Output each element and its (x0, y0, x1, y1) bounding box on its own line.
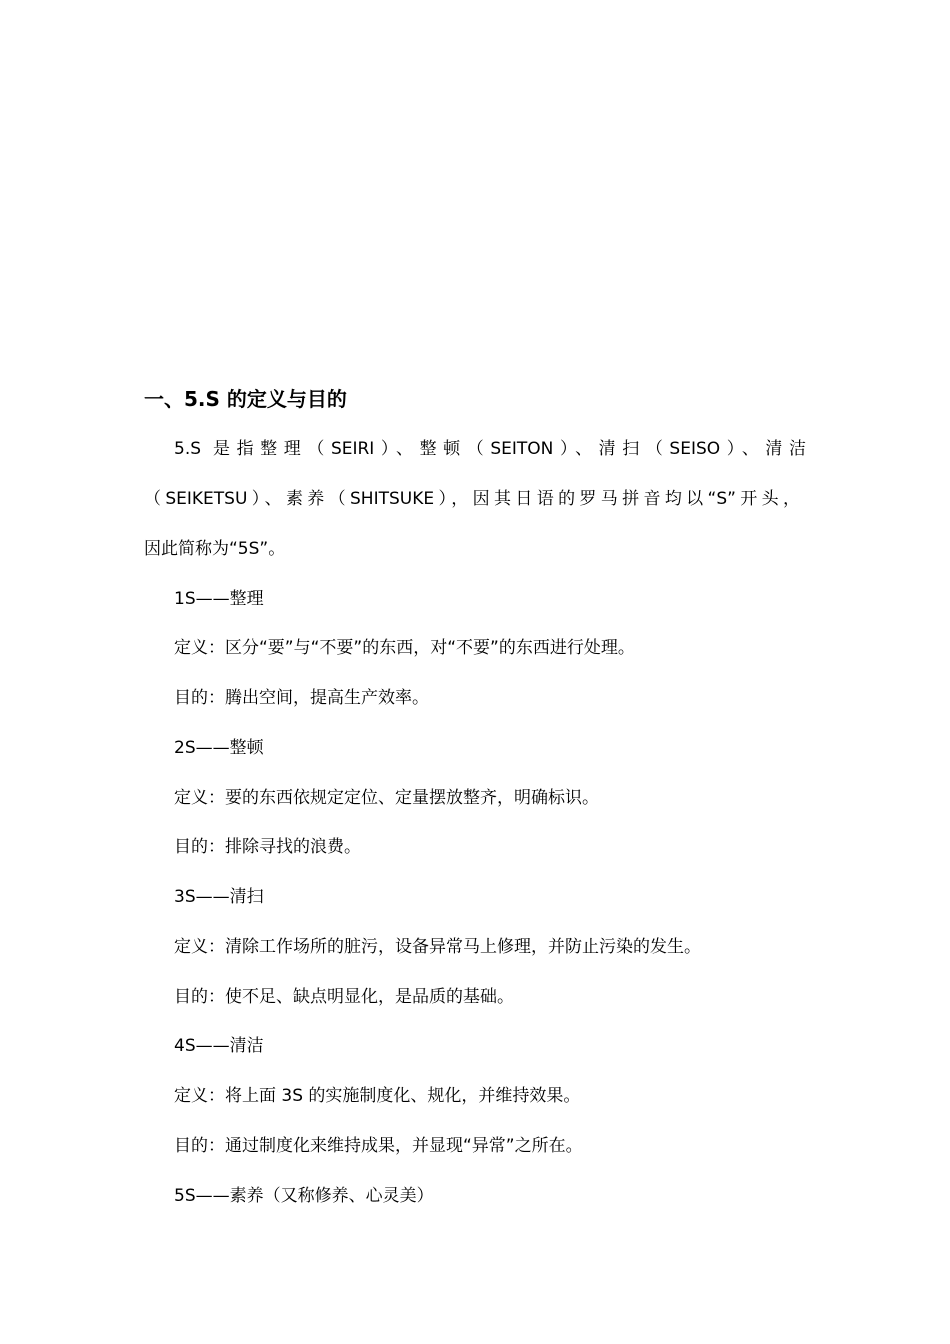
item-1s-definition: 定义：区分“要”与“不要”的东西，对“不要”的东西进行处理。 (174, 638, 635, 658)
item-5s-title: 5S——素养（又称修养、心灵美） (174, 1186, 434, 1206)
item-2s-definition: 定义：要的东西依规定定位、定量摆放整齐，明确标识。 (174, 788, 599, 808)
intro-line-2: （SEIKETSU）、素养（SHITSUKE），因其日语的罗马拼音均以“S”开头， (144, 489, 800, 509)
item-4s-definition: 定义：将上面 3S 的实施制度化、规化，并维持效果。 (174, 1086, 581, 1106)
item-1s-purpose: 目的：腾出空间，提高生产效率。 (174, 688, 429, 708)
section-heading: 一、5.S 的定义与目的 (144, 387, 347, 411)
item-3s-title: 3S——清扫 (174, 887, 264, 907)
intro-line-1: 5.S 是指整理（SEIRI）、整顿（SEITON）、清扫（SEISO）、清洁 (174, 439, 806, 459)
item-2s-purpose: 目的：排除寻找的浪费。 (174, 837, 361, 857)
item-4s-title: 4S——清洁 (174, 1036, 264, 1056)
item-3s-purpose: 目的：使不足、缺点明显化，是品质的基础。 (174, 987, 514, 1007)
item-2s-title: 2S——整顿 (174, 738, 264, 758)
intro-line-3: 因此简称为“5S”。 (144, 539, 286, 559)
item-1s-title: 1S——整理 (174, 589, 264, 609)
item-4s-purpose: 目的：通过制度化来维持成果，并显现“异常”之所在。 (174, 1136, 583, 1156)
item-3s-definition: 定义：清除工作场所的脏污，设备异常马上修理，并防止污染的发生。 (174, 937, 701, 957)
